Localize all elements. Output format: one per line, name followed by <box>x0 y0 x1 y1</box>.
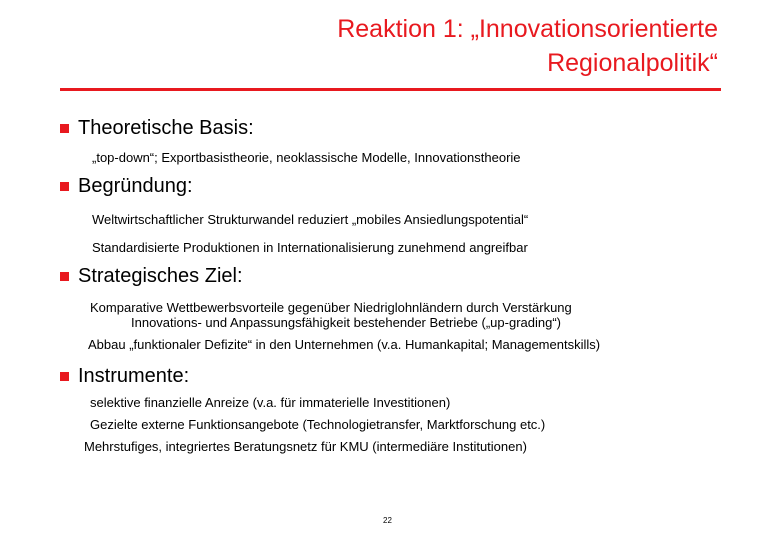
section-item: Mehrstufiges, integriertes Beratungsnetz für KMU (intermediäre Institutionen) <box>84 439 527 454</box>
bullet-square-icon <box>60 272 69 281</box>
section-item: Standardisierte Produktionen in Internationalisierung zunehmend angreifbar <box>92 240 528 255</box>
section-item: Weltwirtschaftlicher Strukturwandel reduziert „mobiles Ansiedlungspotential“ <box>92 212 529 227</box>
section-item: Komparative Wettbewerbsvorteile gegenüber Niedriglohnländern durch Verstärkung <box>90 300 572 315</box>
section-heading-instrumente: Instrumente: <box>78 365 190 387</box>
slide-title <box>337 12 718 80</box>
section-heading-begruendung: Begründung: <box>78 175 193 197</box>
slide-title-line-1: Reaktion 1: „Innovationsorientierte <box>337 15 718 43</box>
page-number: 22 <box>383 516 392 525</box>
section-heading-strategisches-ziel: Strategisches Ziel: <box>78 265 243 287</box>
section-item-continuation: Innovations- und Anpassungsfähigkeit bestehender Betriebe („up-grading“) <box>131 315 561 330</box>
slide-title-line-2: Regionalpolitik“ <box>547 49 718 77</box>
bullet-square-icon <box>60 182 69 191</box>
section-item: Gezielte externe Funktionsangebote (Technologietransfer, Marktforschung etc.) <box>90 417 546 432</box>
bullet-square-icon <box>60 372 69 381</box>
section-heading-theoretische-basis: Theoretische Basis: <box>78 117 254 139</box>
section-item: selektive finanzielle Anreize (v.a. für immaterielle Investitionen) <box>90 395 451 410</box>
bullet-square-icon <box>60 124 69 133</box>
title-divider <box>60 88 721 91</box>
section-item: Abbau „funktionaler Defizite“ in den Unternehmen (v.a. Humankapital; Managementskills) <box>88 337 601 352</box>
section-item: „top-down“; Exportbasistheorie, neoklassische Modelle, Innovationstheorie <box>92 150 521 165</box>
